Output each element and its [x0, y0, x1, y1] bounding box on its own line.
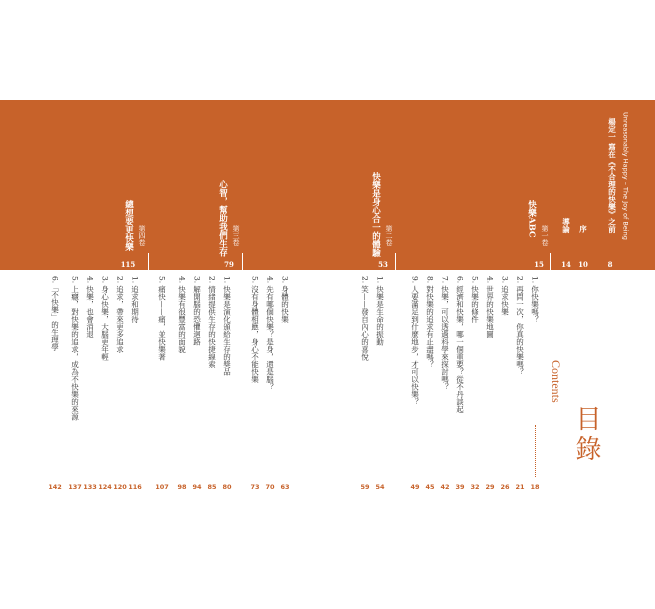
chapter-1-8-page: 45: [425, 483, 435, 491]
chapter-3-4-page: 98: [177, 483, 187, 491]
chapter-4-4: 4. 快樂，也會消退: [85, 276, 95, 339]
part-4-label: 第四卷: [138, 225, 146, 246]
preface-note-page: 8: [607, 260, 613, 269]
chapter-4-6: 6.「不快樂」的生理學: [50, 276, 60, 351]
chapter-4-3: 3. 身心快樂，大腦更年輕: [100, 276, 110, 361]
chapter-1-3-page: 26: [500, 483, 510, 491]
chapter-3-3-page: 94: [192, 483, 202, 491]
chapter-1-4: 4. 世界的快樂地圖: [485, 276, 495, 339]
chapter-1-7-page: 42: [440, 483, 450, 491]
part-4-page: 115: [120, 260, 136, 269]
chapter-3-2-page: 85: [207, 483, 217, 491]
chapter-1-6: 6. 經濟和快樂，哪一個重要？從不丹談起: [455, 276, 465, 414]
chapter-4-5-page: 137: [68, 483, 82, 491]
part-2-page: 53: [378, 260, 388, 269]
chapter-1-5: 5. 快樂的條件: [470, 276, 480, 324]
part-3-divider: [242, 253, 243, 271]
chapter-3-2: 2. 情緒提供生存的快捷線索: [207, 276, 217, 369]
chapter-2-3-page: 63: [280, 483, 290, 491]
chapter-1-9: 9. 人要滿足到什麼地步，才可以快樂？: [410, 276, 420, 406]
chapter-3-5: 5. 痛快——痛，並快樂著: [157, 276, 167, 361]
chapter-1-2: 2. 再問一次，你真的快樂嗎？: [515, 276, 525, 376]
chapter-4-2: 2. 追求，帶來更多追求: [115, 276, 125, 354]
contents-heading-zh: 目錄: [571, 405, 601, 465]
chapter-1-9-page: 49: [410, 483, 420, 491]
chapter-3-3: 3. 解開腦的恐懼迴路: [192, 276, 202, 346]
chapter-3-1: 1. 快樂是演化頒給生存的獎品: [222, 276, 232, 376]
part-1-label: 第一卷: [541, 225, 549, 246]
xu-page: 10: [578, 260, 588, 269]
chapter-1-3: 3. 追求快樂: [500, 276, 510, 316]
chapter-4-6-page: 142: [48, 483, 62, 491]
part-1-divider: [550, 253, 551, 271]
chapter-4-5: 5. 上癮，對快樂的追求，成為不快樂的來源: [70, 276, 80, 421]
chapter-3-1-page: 80: [222, 483, 232, 491]
daolun-title: 導論: [561, 218, 571, 233]
title-band: [0, 100, 655, 270]
chapter-3-4: 4. 快樂有很豐富的面貌: [177, 276, 187, 354]
chapter-2-1: 1. 快樂是生命的振動: [375, 276, 385, 346]
chapter-1-8: 8. 對快樂的追求有止盡嗎？: [425, 276, 435, 369]
part-2-title: 快樂是身心合一的體驗: [370, 172, 381, 257]
chapter-2-4-page: 70: [265, 483, 275, 491]
chapter-4-2-page: 120: [113, 483, 127, 491]
part-2-label: 第二卷: [385, 225, 393, 246]
xu-title: 序: [578, 225, 588, 233]
chapter-1-4-page: 29: [485, 483, 495, 491]
chapter-1-6-page: 39: [455, 483, 465, 491]
part-1-page: 15: [534, 260, 544, 269]
chapter-2-1-page: 54: [375, 483, 385, 491]
leader-dots: [535, 425, 536, 477]
chapter-4-4-page: 133: [83, 483, 97, 491]
part-3-page: 79: [224, 260, 234, 269]
chapter-1-2-page: 21: [515, 483, 525, 491]
chapter-2-2-page: 59: [360, 483, 370, 491]
part-2-divider: [395, 253, 396, 271]
chapter-4-1: 1. 追求和期待: [130, 276, 140, 324]
chapter-1-1-page: 18: [530, 483, 540, 491]
contents-heading-en: Contents: [549, 360, 563, 403]
part-1-title: 快樂ABC: [526, 200, 537, 238]
chapter-2-5-page: 73: [250, 483, 260, 491]
part-4-divider: [148, 253, 149, 271]
chapter-3-5-page: 107: [155, 483, 169, 491]
chapter-1-7: 7. 快樂，可以透過科學來探討嗎？: [440, 276, 450, 391]
chapter-4-3-page: 124: [98, 483, 112, 491]
daolun-page: 14: [561, 260, 571, 269]
part-4-title: 總想要更快樂: [123, 200, 134, 251]
chapter-4-1-page: 116: [128, 483, 142, 491]
english-subtitle: Unreasonably Happy – The Joy of Being: [621, 112, 630, 240]
chapter-1-5-page: 32: [470, 483, 480, 491]
chapter-2-3: 3. 身體的快樂: [280, 276, 290, 324]
part-3-title: 心智，幫助我們生存: [217, 180, 228, 257]
chapter-2-5: 5. 沒有身體相應，身心不能快樂: [250, 276, 260, 384]
preface-note-title: 楊定一 寫在《不合理的快樂》之前: [607, 118, 617, 234]
part-3-label: 第三卷: [232, 225, 240, 246]
chapter-2-4: 4. 先有哪個快樂？是身，還是腦？: [265, 276, 275, 391]
chapter-1-1: 1. 你快樂嗎？: [530, 276, 540, 324]
chapter-2-2: 2. 笑——發自內心的喜悅: [360, 276, 370, 361]
